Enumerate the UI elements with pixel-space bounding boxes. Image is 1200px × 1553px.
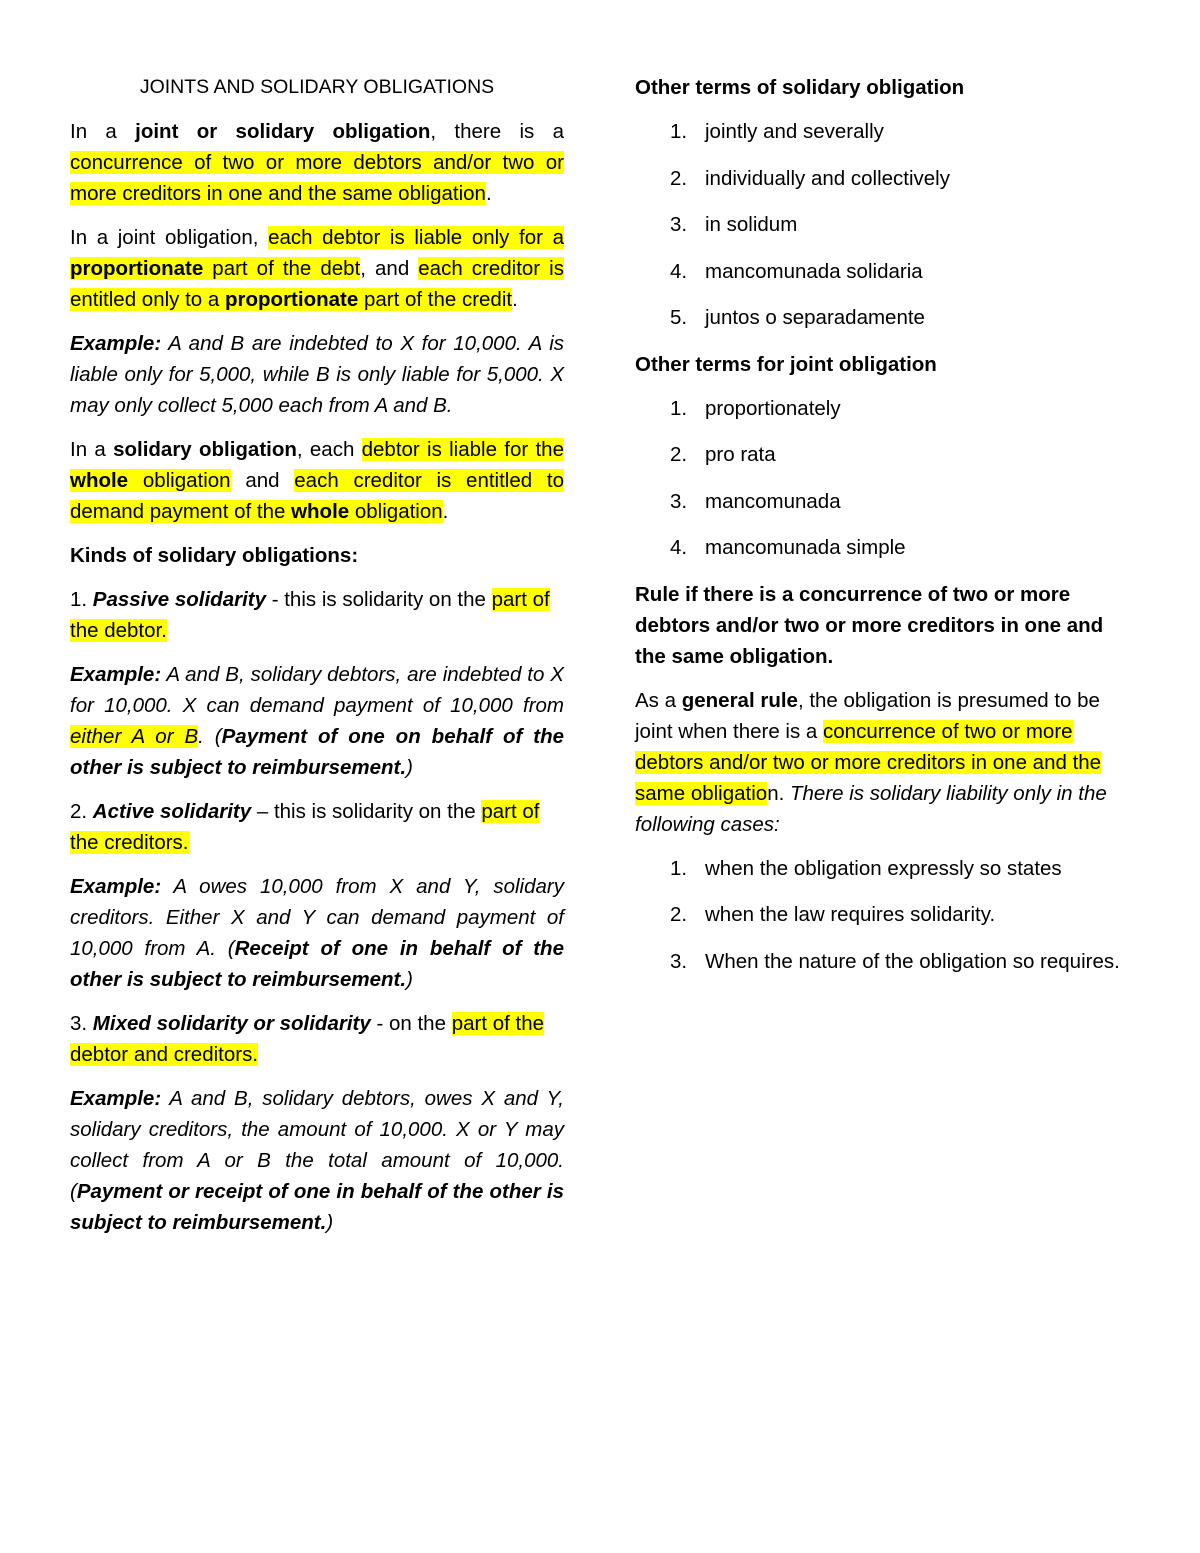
kinds-heading: Kinds of solidary obligations: — [70, 544, 359, 567]
list-item: 1. proportionately — [670, 396, 841, 420]
joint-terms-list — [635, 393, 1125, 564]
list-item: 3. mancomunada — [670, 489, 841, 513]
list-item: 2. individually and collectively — [670, 166, 950, 190]
joint-terms-heading: Other terms for joint obligation — [635, 352, 937, 376]
list-item: 3. When the nature of the obligation so requires. — [670, 949, 1120, 973]
list-item: 5. juntos o separadamente — [670, 306, 925, 329]
list-item: 1. when the obligation expressly so states — [670, 856, 1062, 880]
list-item: 2. when the law requires solidarity. — [670, 903, 996, 926]
left-column — [70, 72, 564, 1251]
joint-obligation-paragraph: In a joint obligation, each debtor is liable only for a proportionate part of the debt, and each creditor is entitled only to a proportionate part of the credit. — [70, 226, 564, 311]
rule-heading: Rule if there is a concurrence of two or more debtors and/or two or more creditors in one and the same obligation. — [635, 582, 1104, 668]
mixed-solidarity: 3. Mixed solidarity or solidarity - on the part of the debtor and creditors. — [70, 1012, 544, 1066]
general-rule-paragraph: As a general rule, the obligation is presumed to be joint when there is a concurrence of two or more debtors and/or two or more creditors in one and the same obligation. There is solidary liability only in the following cases: — [635, 688, 1107, 836]
active-example: Example: A owes 10,000 from X and Y, solidary creditors. Either X and Y can demand payment of 10,000 from A. (Receipt of one in behalf of the other is subject to reimbursement.) — [70, 875, 564, 991]
list-item: 1. jointly and severally — [670, 120, 884, 143]
document-title: JOINTS AND SOLIDARY OBLIGATIONS — [139, 76, 495, 98]
joint-example: Example: A and B are indebted to X for 10,000. A is liable only for 5,000, while B is only liable for 5,000. X may only collect 5,000 each from A and B. — [70, 332, 564, 417]
passive-solidarity: 1. Passive solidarity - this is solidarity on the part of the debtor. — [70, 588, 550, 642]
list-item: 4. mancomunada solidaria — [670, 259, 923, 283]
right-column — [635, 72, 1125, 992]
intro-paragraph: In a joint or solidary obligation, there is a concurrence of two or more debtors and/or two or more creditors in one and the same obligation. — [70, 120, 564, 205]
solidary-terms-list — [635, 116, 1125, 333]
list-item: 2. pro rata — [670, 443, 776, 466]
solidary-cases-list — [635, 853, 1125, 977]
active-solidarity: 2. Active solidarity – this is solidarity on the part of the creditors. — [70, 800, 540, 854]
passive-example: Example: A and B, solidary debtors, are indebted to X for 10,000. X can demand payment of 10,000 from either A or B. (Payment of one on behalf of the other is subject to reimbursement.) — [70, 663, 565, 779]
mixed-example: Example: A and B, solidary debtors, owes X and Y, solidary creditors, the amount of 10,000. X or Y may collect from A or B the total amount of 10,000. (Payment or receipt of one in behalf of the other is subject to reimbursement.) — [70, 1087, 564, 1234]
solidary-obligation-paragraph: In a solidary obligation, each debtor is liable for the whole obligation and each creditor is entitled to demand payment of the whole obligation. — [70, 438, 564, 523]
list-item: 3. in solidum — [670, 213, 798, 236]
list-item: 4. mancomunada simple — [670, 536, 906, 559]
solidary-terms-heading: Other terms of solidary obligation — [635, 76, 965, 99]
